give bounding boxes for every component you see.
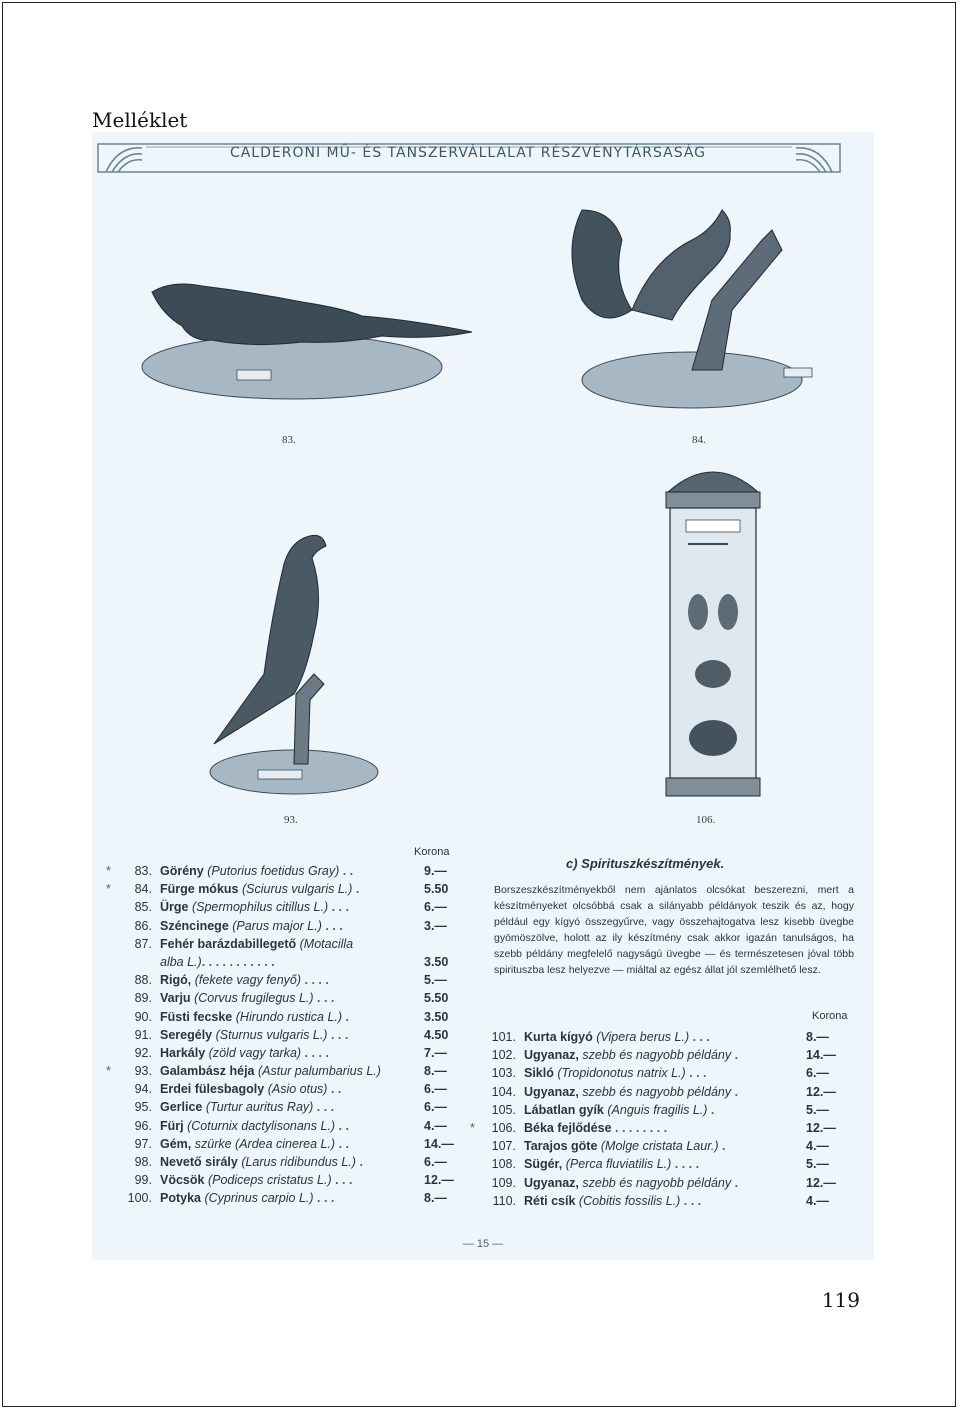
list-item: 88. Rigó, (fekete vagy fenyő) . . . . 5.— [134,973,447,988]
list-item: 89. Varju (Corvus frugilegus L.) . . . 5.50 [134,991,449,1006]
section-title: c) Spirituszkészítmények. [566,856,725,871]
squirrel-illustration [562,190,832,410]
list-item: 97. Gém, szürke (Ardea cinerea L.) . . 14.— [134,1136,454,1151]
list-item: 95. Gerlice (Turtur auritus Ray) . . . 6.— [134,1100,447,1115]
page-number: 119 [821,1288,860,1312]
list-item: 100. Potyka (Cyprinus carpio L.) . . . 8.— [127,1191,447,1206]
intro-paragraph: Borszeszkészítményekből nem ajánlatos olcsókat beszerezni, mert a készítményeket olcsóbbá csak a silányabb példányok teszik és az, hogy például egy kígyó összegyűrve, vagy összehajtogatva lesz kisebb üvegbe gyömöszölve, holott az ily készítmény csak akkor igazán tanulságos, ha szebb példány megfelelő nagyságú üvegbe — és természetesen jóval több spirituszba lesz helyezve — miáltal az egész állat jól szemlélhető lesz. [494,884,854,976]
list-item: 98. Nevető sirály (Larus ridibundus L.) . 6.— [134,1155,447,1169]
hawk-illustration [204,524,394,800]
currency-label-right: Korona [812,1010,848,1022]
list-item: 90. Füsti fecske (Hirundo rustica L.) . 3.50 [134,1009,449,1024]
frog-jar-illustration [658,452,768,802]
list-item: * 84. Fürge mókus (Sciurus vulgaris L.) . 5.50 [106,882,449,897]
right-price-list [472,1030,862,1212]
list-item: 108. Sügér, (Perca fluviatilis L.) . . . . 5.— [491,1157,829,1172]
left-price-list [108,864,468,1210]
figure-caption-84: 84. [692,434,706,446]
list-item: 103. Sikló (Tropidonotus natrix L.) . . . 6.— [491,1066,829,1081]
list-item: * 106. Béka fejlődése . . . . . . . . 12.— [470,1120,836,1135]
list-item: 102. Ugyanaz, szebb és nagyobb példány . 14.— [491,1048,836,1063]
list-item: 91. Seregély (Sturnus vulgaris L.) . . . 4.50 [134,1027,449,1042]
list-item: 92. Harkály (zöld vagy tarka) . . . . 7.— [134,1045,447,1060]
list-item: 86. Széncinege (Parus major L.) . . . 3.— [134,918,447,933]
catalog-scan [92,132,874,1260]
figure-caption-83: 83. [282,434,296,446]
list-item: 85. Ürge (Spermophilus citillus L.) . . . 6.— [134,900,447,915]
list-item: 87. Fehér barázdabillegető (Motacilla [134,936,354,951]
list-item: 96. Fürj (Coturnix dactylisonans L.) . . 4.— [134,1118,447,1133]
list-item: alba L.). . . . . . . . . . . 3.50 [160,954,449,969]
catalog-page-number: — 15 — [462,1238,504,1250]
list-item: 107. Tarajos göte (Molge cristata Laur.) . 4.— [491,1139,829,1154]
list-item: 99. Vöcsök (Podiceps cristatus L.) . . . 12.— [134,1173,454,1188]
list-item: 101. Kurta kígyó (Vipera berus L.) . . . 8.— [491,1030,829,1044]
list-item: 94. Erdei fülesbagoly (Asio otus) . . 6.— [134,1082,447,1097]
currency-label-left: Korona [414,846,450,858]
catalog-header-title: CALDERONI MŰ- ÉS TANSZERVÁLLALAT RÉSZVÉNYTÁRSASÁG [229,145,707,161]
list-item: * 93. Galambász héja (Astur palumbarius L.) 8.— [106,1064,447,1079]
marten-illustration [132,262,492,402]
list-item: 105. Lábatlan gyík (Anguis fragilis L.) . 5.— [491,1102,829,1117]
figure-caption-106: 106. [696,814,716,826]
list-item: 104. Ugyanaz, szebb és nagyobb példány . 12.— [491,1084,836,1099]
figure-caption-93: 93. [284,814,298,826]
list-item: 110. Réti csík (Cobitis fossilis L.) . . . 4.— [492,1193,829,1208]
list-item: * 83. Görény (Putorius foetidus Gray) . . 9.— [106,864,447,878]
list-item: 109. Ugyanaz, szebb és nagyobb példány . 12.— [491,1175,836,1190]
attachment-label: Melléklet [92,108,188,132]
